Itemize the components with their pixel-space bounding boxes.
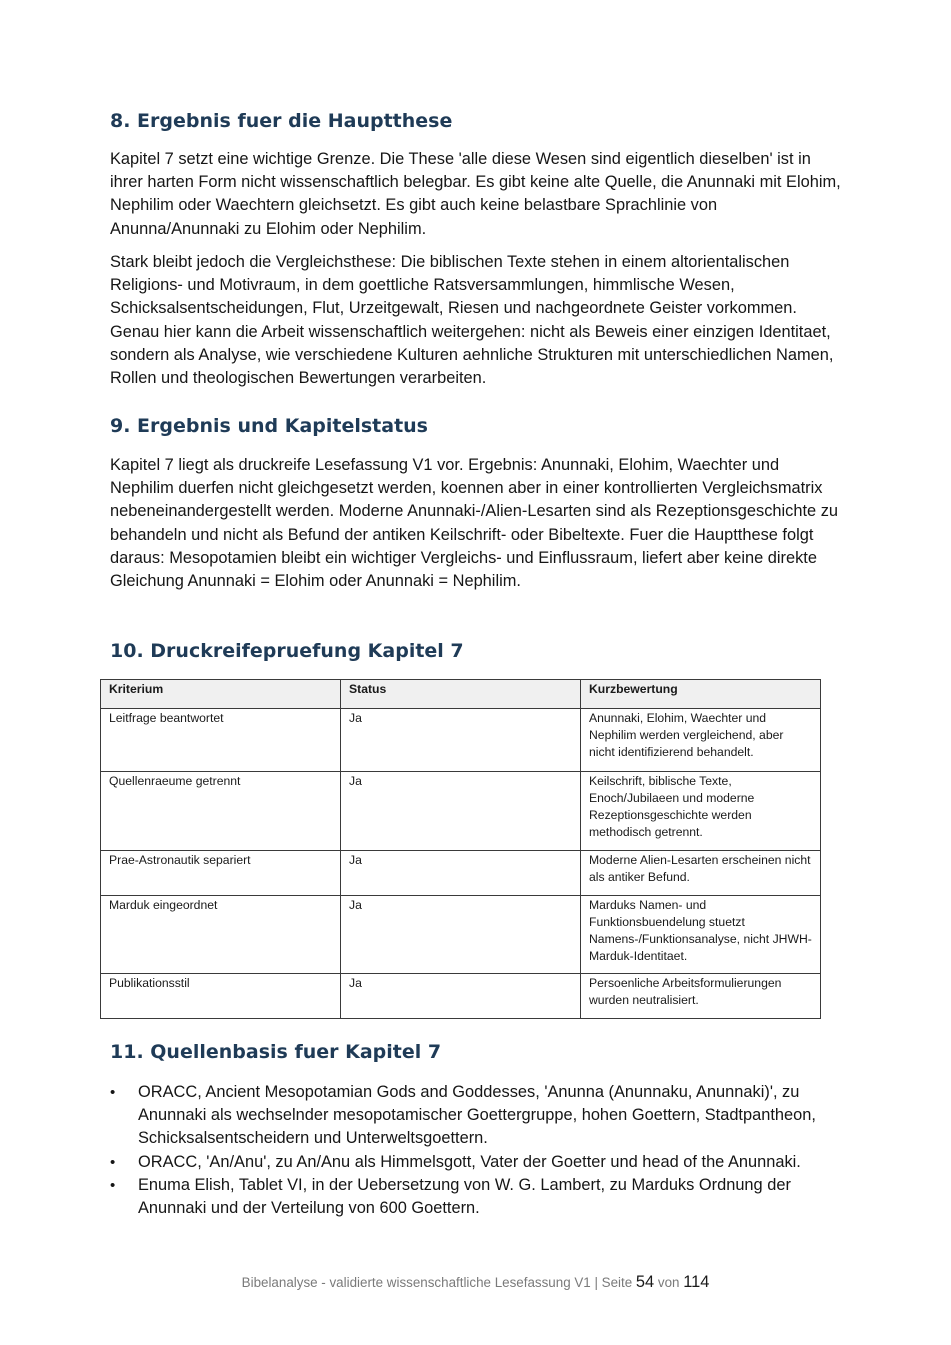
table-header-row [101,680,821,709]
review-table [100,679,821,1019]
header-status: Status [341,680,581,709]
cell-kurzbewertung: Marduks Namen- und Funktionsbuendelung stuetzt Namens-/Funktionsanalyse, nicht JHWH-Marduk-Identitaet. [581,896,821,974]
cell-kurzbewertung: Anunnaki, Elohim, Waechter und Nephilim werden vergleichend, aber nicht identifizierend behandelt. [581,709,821,772]
cell-status: Ja [341,974,581,1019]
table-row [101,709,821,772]
cell-status: Ja [341,896,581,974]
footer-of: von [654,1275,684,1290]
section-9-heading: 9. Ergebnis und Kapitelstatus [110,415,428,437]
table-row [101,974,821,1019]
cell-kriterium: Publikationsstil [101,974,341,1019]
list-item-text: ORACC, 'An/Anu', zu An/Anu als Himmelsgott, Vater der Goetter und head of the Anunnaki. [138,1152,801,1171]
bullet-icon: • [110,1176,116,1194]
list-item-text: Enuma Elish, Tablet VI, in der Uebersetzung von W. G. Lambert, zu Marduks Ordnung der Anunnaki und der Verteilung von 600 Goettern. [138,1175,791,1218]
source-list [110,1081,850,1220]
table-row [101,851,821,896]
section-11-heading: 11. Quellenbasis fuer Kapitel 7 [110,1041,442,1063]
header-kriterium: Kriterium [101,680,341,709]
cell-status: Ja [341,851,581,896]
footer-text: Bibelanalyse - validierte wissenschaftliche Lesefassung V1 | Seite [241,1275,636,1290]
cell-kriterium: Quellenraeume getrennt [101,772,341,851]
page-total: 114 [683,1273,710,1291]
section-9-paragraph: Kapitel 7 liegt als druckreife Lesefassung V1 vor. Ergebnis: Anunnaki, Elohim, Waechter und Nephilim duerfen nicht gleichgesetzt werden, koennen aber in einer kontrollierten Vergleichsmatrix nebeneinandergestellt werden. Moderne Anunnaki-/Alien-Lesarten sind als Rezeptionsgeschichte zu behandeln und nicht als Befund der antiken Keilschrift- oder Bibeltexte. Fuer die Hauptthese folgt daraus: Mesopotamien bleibt ein wichtiger Vergleichs- und Einflussraum, liefert aber keine direkte Gleichung Anunnaki = Elohim oder Anunnaki = Nephilim. [110,456,839,591]
list-item [110,1151,850,1174]
header-kurzbewertung: Kurzbewertung [581,680,821,709]
list-item-text: ORACC, Ancient Mesopotamian Gods and Goddesses, 'Anunna (Anunnaku, Anunnaki)', zu Anunnaki als wechselnder mesopotamischer Goettergruppe, hohen Goettern, Stadtpantheon, Schicksalsentscheidern und Unterweltsgoettern. [138,1083,816,1148]
section-10-heading: 10. Druckreifepruefung Kapitel 7 [110,640,464,662]
section-8-paragraph-1: Kapitel 7 setzt eine wichtige Grenze. Die These 'alle diese Wesen sind eigentlich dieselben' ist in ihrer harten Form nicht wissenschaftlich belegbar. Es gibt keine alte Quelle, die Anunnaki mit Elohim, Nephilim oder Waechtern gleichsetzt. Es gibt auch keine belastbare Sprachlinie von Anunna/Anunnaki zu Elohim oder Nephilim. [110,150,841,238]
cell-kriterium: Leitfrage beantwortet [101,709,341,772]
list-item [110,1174,850,1220]
cell-kurzbewertung: Moderne Alien-Lesarten erscheinen nicht als antiker Befund. [581,851,821,896]
cell-kurzbewertung: Keilschrift, biblische Texte, Enoch/Jubilaeen und moderne Rezeptionsgeschichte werden methodisch getrennt. [581,772,821,851]
table-row [101,896,821,974]
section-8-heading: 8. Ergebnis fuer die Hauptthese [110,110,453,132]
cell-kriterium: Marduk eingeordnet [101,896,341,974]
table-row [101,772,821,851]
cell-kriterium: Prae-Astronautik separiert [101,851,341,896]
cell-status: Ja [341,772,581,851]
page-footer [0,1273,951,1292]
page-number: 54 [635,1273,655,1291]
section-8-paragraph-2: Stark bleibt jedoch die Vergleichsthese: Die biblischen Texte stehen in einem altorientalischen Religions- und Motivraum, in dem goettliche Ratsversammlungen, himmlische Wesen, Schicksalsentscheidungen, Flut, Urzeitgewalt, Riesen und nachgeordnete Geister vorkommen. Genau hier kann die Arbeit wissenschaftlich weitergehen: nicht als Beweis einer einzigen Identitaet, sondern als Analyse, wie verschiedene Kulturen aehnliche Strukturen mit unterschiedlichen Namen, Rollen und theologischen Bewertungen verarbeiten. [110,253,834,388]
list-item [110,1081,850,1151]
cell-status: Ja [341,709,581,772]
bullet-icon: • [110,1153,116,1171]
bullet-icon: • [110,1084,116,1101]
cell-kurzbewertung: Persoenliche Arbeitsformulierungen wurden neutralisiert. [581,974,821,1019]
